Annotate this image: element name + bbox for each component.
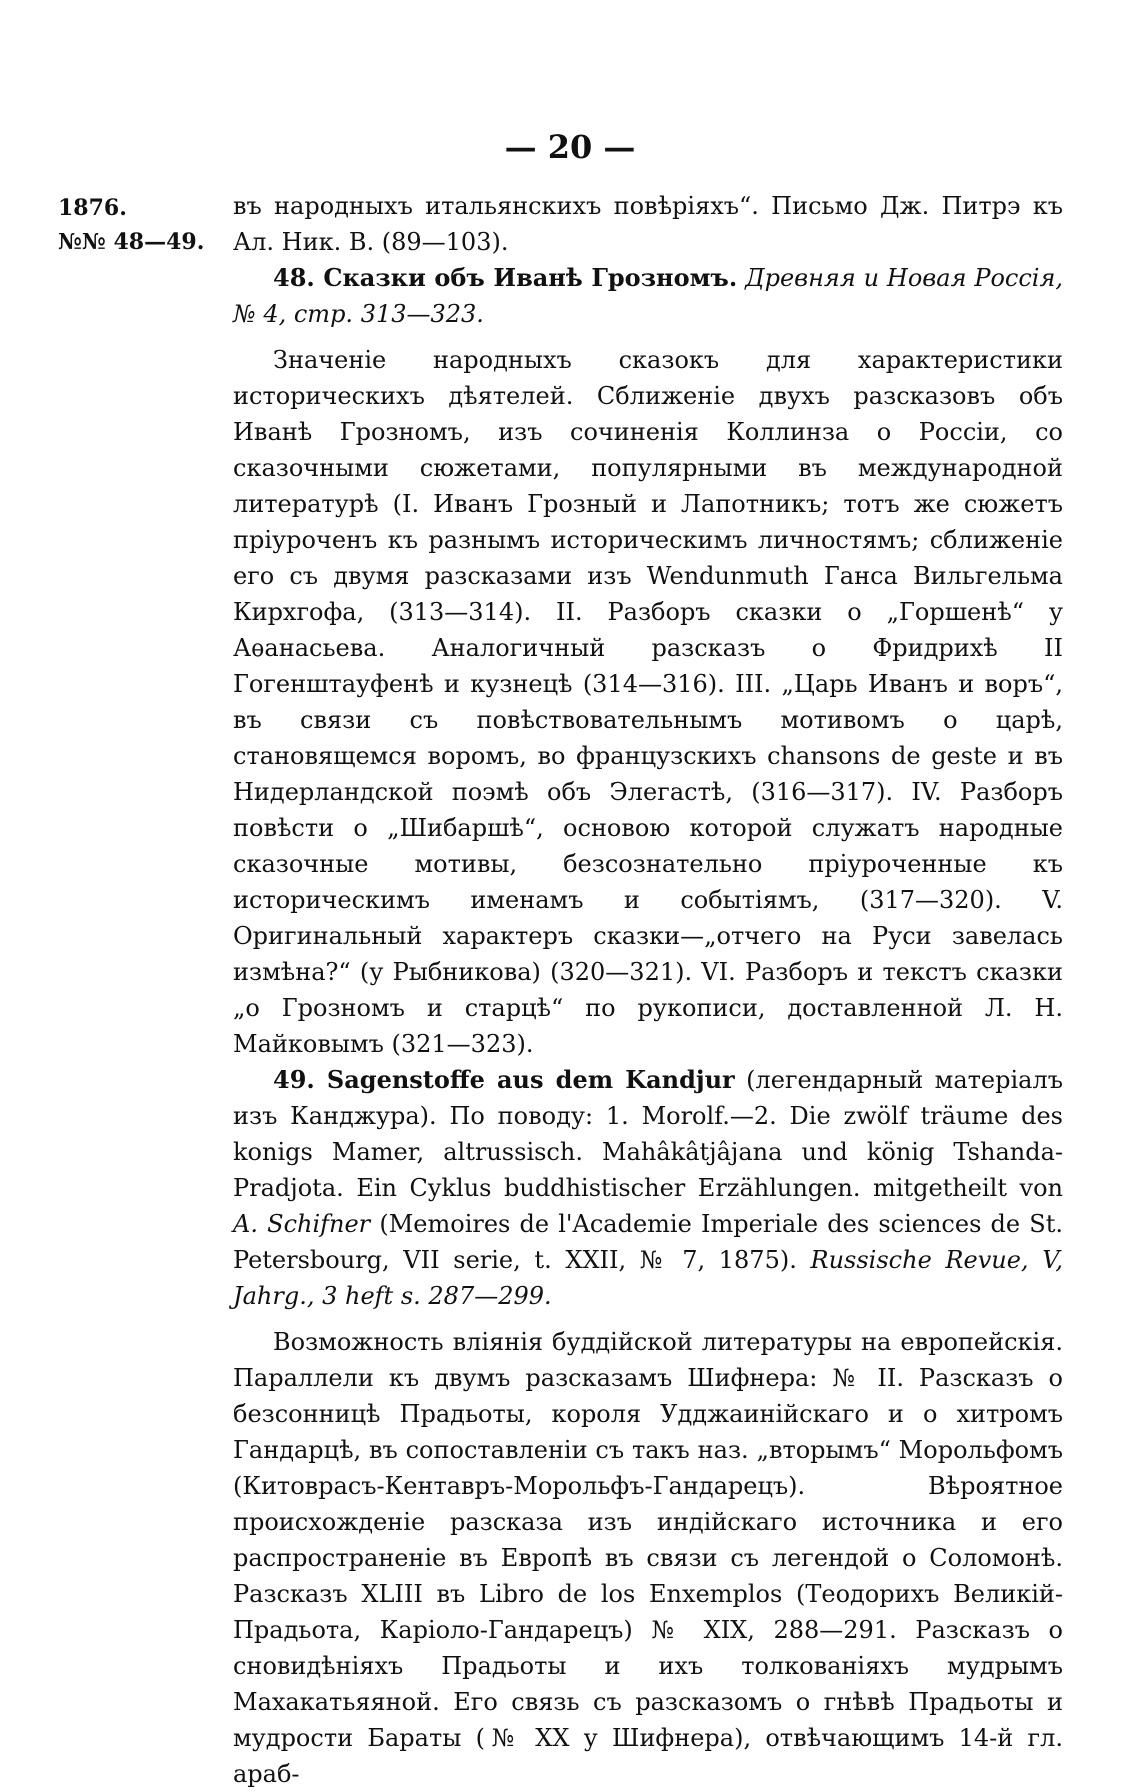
entry-49-publication: (Memoires de l'Academie Imperiale des sciences de St. Petersbourg, VII serie, t. XXII, № 7, 1875). xyxy=(233,1210,1064,1274)
page-body xyxy=(233,188,1063,1792)
page-number: — 20 — xyxy=(504,128,636,166)
entry-49-author: A. Schifner xyxy=(233,1210,371,1238)
margin-year: 1876. xyxy=(58,195,127,221)
entry-48-title xyxy=(233,260,1063,332)
entry-49-source: Russische Revue, V, Jahrg., 3 heft s. 287—299. xyxy=(233,1246,1063,1310)
margin-entry-numbers: №№ 48—49. xyxy=(58,229,205,255)
entry-49-title-rest: (легендарный матеріалъ изъ Канджура). По поводу: 1. Morolf.—2. Die zwölf träume des konigs Mamer, altrussisch. Mahâkâtjâjana und könig Tshanda-Pradjota. Ein Cyklus buddhistischer Erzählungen. mitgetheilt von xyxy=(233,1066,1063,1202)
entry-49-heading: 49. Sagenstoffe aus dem Kandjur xyxy=(273,1065,735,1094)
entry-49-body: Возможность вліянія буддійской литературы на европейскія. Параллели къ двумъ разсказамъ Шифнера: № II. Разсказъ о безсонницѣ Прадьоты, короля Удджаинійскаго и о хитромъ Гандарцѣ, въ сопоставленіи съ такъ наз. „вторымъ“ Морольфомъ (Китоврасъ-Кентавръ-Морольфъ-Гандарецъ). Вѣроятное происхожденіе разсказа изъ индійскаго источника и его распространеніе въ Европѣ въ связи съ легендой о Соломонѣ. Разсказъ XLIII въ Libro de los Enxemplos (Теодорихъ Великій-Прадьота, Каріоло-Гандарецъ) № XIX, 288—291. Разсказъ о сновидѣніяхъ Прадьоты и ихъ толкованіяхъ мудрымъ Махакатьяяной. Его связь съ разсказомъ о гнѣвѣ Прадьоты и мудрости Бараты (№ XX у Шифнера), отвѣчающимъ 14-й гл. араб- xyxy=(233,1328,1063,1788)
entry-49-title xyxy=(233,1062,1063,1314)
entry-48-body: Значеніе народныхъ сказокъ для характеристики историческихъ дѣятелей. Сближеніе двухъ разсказовъ объ Иванѣ Грозномъ, изъ сочиненія Коллинза о Россіи, со сказочными сюжетами, популярными въ международной литературѣ (I. Иванъ Грозный и Лапотникъ; тотъ же сюжетъ пріуроченъ къ разнымъ историческимъ личностямъ; сближеніе его съ двумя разсказами изъ Wendunmuth Ганса Вильгельма Кирхгофа, (313—314). II. Разборъ сказки о „Горшенѣ“ у Аѳанасьева. Аналогичный разсказъ о Фридрихѣ II Гогенштауфенѣ и кузнецѣ (314—316). III. „Царь Иванъ и воръ“, въ связи съ повѣствовательнымъ мотивомъ о царѣ, становящемся воромъ, во французскихъ chansons de geste и въ Нидерландской поэмѣ объ Элегастѣ, (316—317). IV. Разборъ повѣсти о „Шибаршѣ“, основою которой служатъ народные сказочные мотивы, безсознательно пріуроченные къ историческимъ именамъ и событіямъ, (317—320). V. Оригинальный характеръ сказки—„отчего на Руси завелась измѣна?“ (у Рыбникова) (320—321). VI. Разборъ и текстъ сказки „о Грозномъ и старцѣ“ по рукописи, доставленной Л. Н. Майковымъ (321—323). xyxy=(233,346,1063,1058)
entry-48-source: Древняя и Новая Россія, № 4, стр. 313—323. xyxy=(233,264,1063,328)
intro-paragraph: въ народныхъ итальянскихъ повѣріяхъ“. Письмо Дж. Питрэ къ Ал. Ник. В. (89—103). xyxy=(233,192,1063,256)
entry-48-heading: 48. Сказки объ Иванѣ Грозномъ. xyxy=(273,263,738,292)
